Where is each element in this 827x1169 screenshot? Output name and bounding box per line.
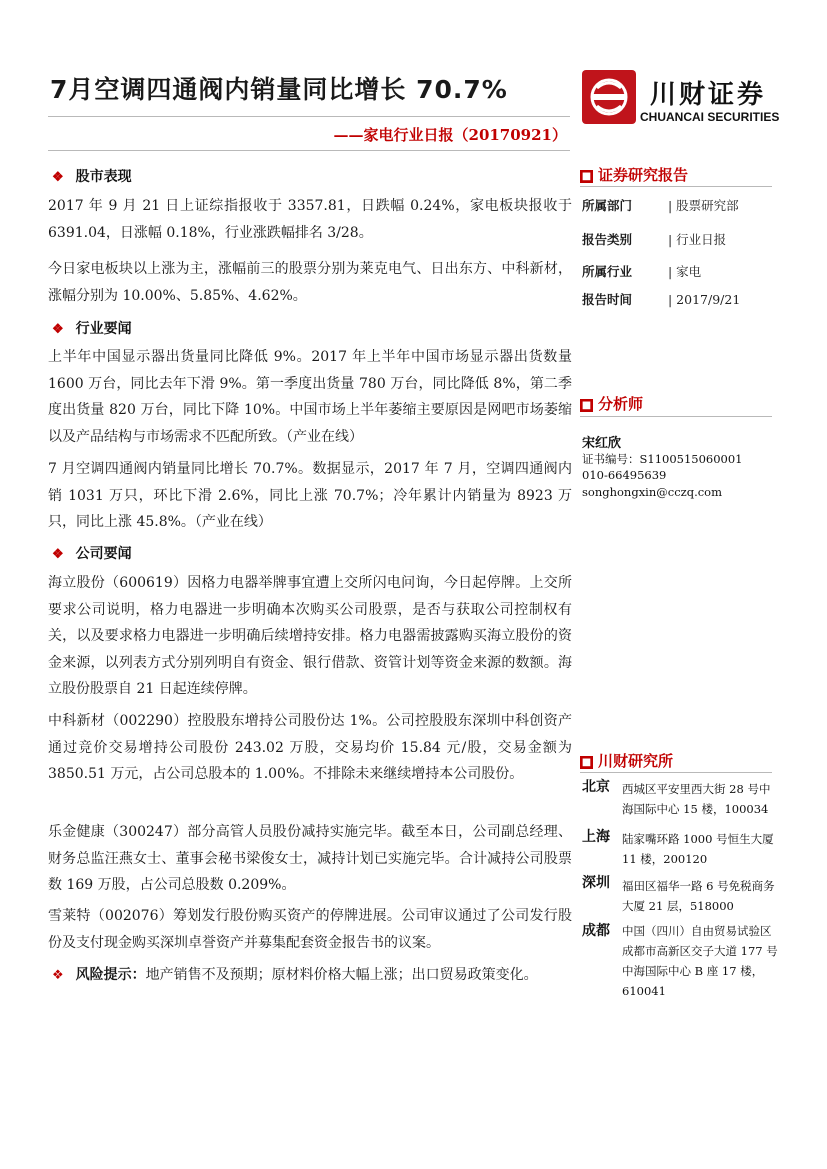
section-heading-text: 行业要闻 [75,321,132,337]
sidebar-heading-text: 川财研究所 [598,752,674,770]
company-paragraph-2: 中科新材（002290）控股股东增持公司股份达 1%。公司控股股东深圳中科创资产通过竞价交易增持公司股份 243.02 万股，交易均价 15.84 元/股，交易金额为 3850.51 万元，占公司总股本的 1.00%。不排除未来继续增持本公司股份。 [48,713,572,782]
section-heading-text: 股市表现 [75,169,132,185]
analyst-email[interactable]: songhongxin@cczq.com [582,485,722,499]
info-row-industry [582,262,701,280]
sidebar-heading-report [580,164,688,185]
subtitle-divider [48,150,570,151]
bullet-square-icon: ■ [581,757,592,768]
company-paragraph-1: 海立股份（600619）因格力电器举牌事宜遭上交所闪电问询，今日起停牌。上交所要求公司说明，格力电器进一步明确本次购买公司股票，是否与获取公司控制权有关，以及要求格力电器进一步明确后续增持安排。格力电器需披露购买海立股份的资金来源，以列表方式分别列明自有资金、银行借款、资管计划等资金来源的数额。海立股份股票自 21 日起连续停牌。 [48,575,572,697]
info-row-department [582,196,739,214]
section-heading-company [52,543,132,563]
info-value: | 股票研究部 [668,198,739,213]
office-address-shanghai: 陆家嘴环路 1000 号恒生大厦 11 楼，200120 [622,832,774,866]
diamond-bullet-icon: ❖ [52,547,64,562]
office-city-shanghai: 上海 [582,829,610,845]
info-row-category [582,230,726,248]
report-subtitle: ——家电行业日报（20170921） [333,126,567,144]
info-key: 报告时间 [582,292,633,307]
office-address-shenzhen: 福田区福华一路 6 号免税商务大厦 21 层，518000 [622,879,775,913]
info-key: 所属行业 [582,264,633,279]
info-key: 所属部门 [582,198,633,213]
office-address-beijing: 西城区平安里西大街 28 号中海国际中心 15 楼，100034 [622,782,771,816]
risk-label: 风险提示： [75,967,146,983]
analyst-name: 宋红欣 [582,436,622,451]
office-city-shenzhen: 深圳 [582,875,610,891]
company-paragraph-3: 乐金健康（300247）部分高管人员股份减持实施完毕。截至本日，公司副总经理、财务总监汪燕女士、董事会秘书梁俊女士，减持计划已实施完毕。合计减持公司股票数 169 万股，占公司总股数 0.209%。 [48,824,572,893]
market-paragraph-1: 2017 年 9 月 21 日上证综指报收于 3357.81，日跌幅 0.24%，家电板块报收于 6391.04，日涨幅 0.18%，行业涨跌幅排名 3/28。 [48,198,572,241]
sidebar-heading-text: 分析师 [598,395,644,413]
logo-english-name: CHUANCAI SECURITIES [640,110,780,124]
analyst-phone: 010-66495639 [582,468,667,482]
sidebar-divider [580,186,772,187]
analyst-cert: 证书编号：S1100515060001 [582,452,743,466]
info-row-date [582,290,740,308]
sidebar-heading-analyst [580,393,643,414]
page-title: 7月空调四通阀内销量同比增长 70.7% [50,75,508,104]
diamond-bullet-icon: ❖ [52,968,64,983]
sidebar-divider [580,416,772,417]
bullet-square-icon: ■ [581,400,592,411]
risk-text: 地产销售不及预期；原材料价格大幅上涨；出口贸易政策变化。 [145,967,538,983]
info-value: | 行业日报 [668,232,727,247]
sidebar-heading-text: 证券研究报告 [598,166,689,184]
office-city-beijing: 北京 [582,779,610,795]
market-paragraph-2: 今日家电板块以上涨为主，涨幅前三的股票分别为莱克电气、日出东方、中科新材，涨幅分别为 10.00%、5.85%、4.62%。 [48,261,572,304]
section-heading-industry [52,318,132,338]
info-value: | 2017/9/21 [668,292,741,307]
logo-chinese-name: 川财证券 [650,80,767,110]
sidebar-heading-institute [580,750,673,771]
risk-warning [52,964,538,984]
info-key: 报告类别 [582,232,633,247]
section-heading-text: 公司要闻 [75,546,132,562]
office-address-chengdu: 中国（四川）自由贸易试验区成都市高新区交子大道 177 号中海国际中心 B 座 17 楼，610041 [622,924,778,998]
diamond-bullet-icon: ❖ [52,322,64,337]
section-heading-market [52,166,132,186]
industry-paragraph-1: 上半年中国显示器出货量同比降低 9%。2017 年上半年中国市场显示器出货数量 1600 万台，同比去年下滑 9%。第一季度出货量 780 万台，同比降低 8%，第二季度出货量 820 万台，同比下降 10%。中国市场上半年萎缩主要原因是网吧市场萎缩以及产品结构与市场需求不匹配所致。（产业在线） [48,349,572,445]
info-value: | 家电 [668,264,702,279]
chuancai-logo-mark-icon [582,70,636,124]
industry-paragraph-2: 7 月空调四通阀内销量同比增长 70.7%。数据显示，2017 年 7 月，空调四通阀内销 1031 万只，环比下滑 2.6%，同比上涨 70.7%；冷年累计内销量为 8923 万只，同比上涨 45.8%。（产业在线） [48,461,572,530]
bullet-square-icon: ■ [581,171,592,182]
header-divider [48,116,570,117]
company-paragraph-4: 雪莱特（002076）筹划发行股份购买资产的停牌进展。公司审议通过了公司发行股份及支付现金购买深圳卓誉资产并募集配套资金报告书的议案。 [48,908,572,951]
office-city-chengdu: 成都 [582,923,610,939]
sidebar-divider [580,772,772,773]
diamond-bullet-icon: ❖ [52,170,64,185]
